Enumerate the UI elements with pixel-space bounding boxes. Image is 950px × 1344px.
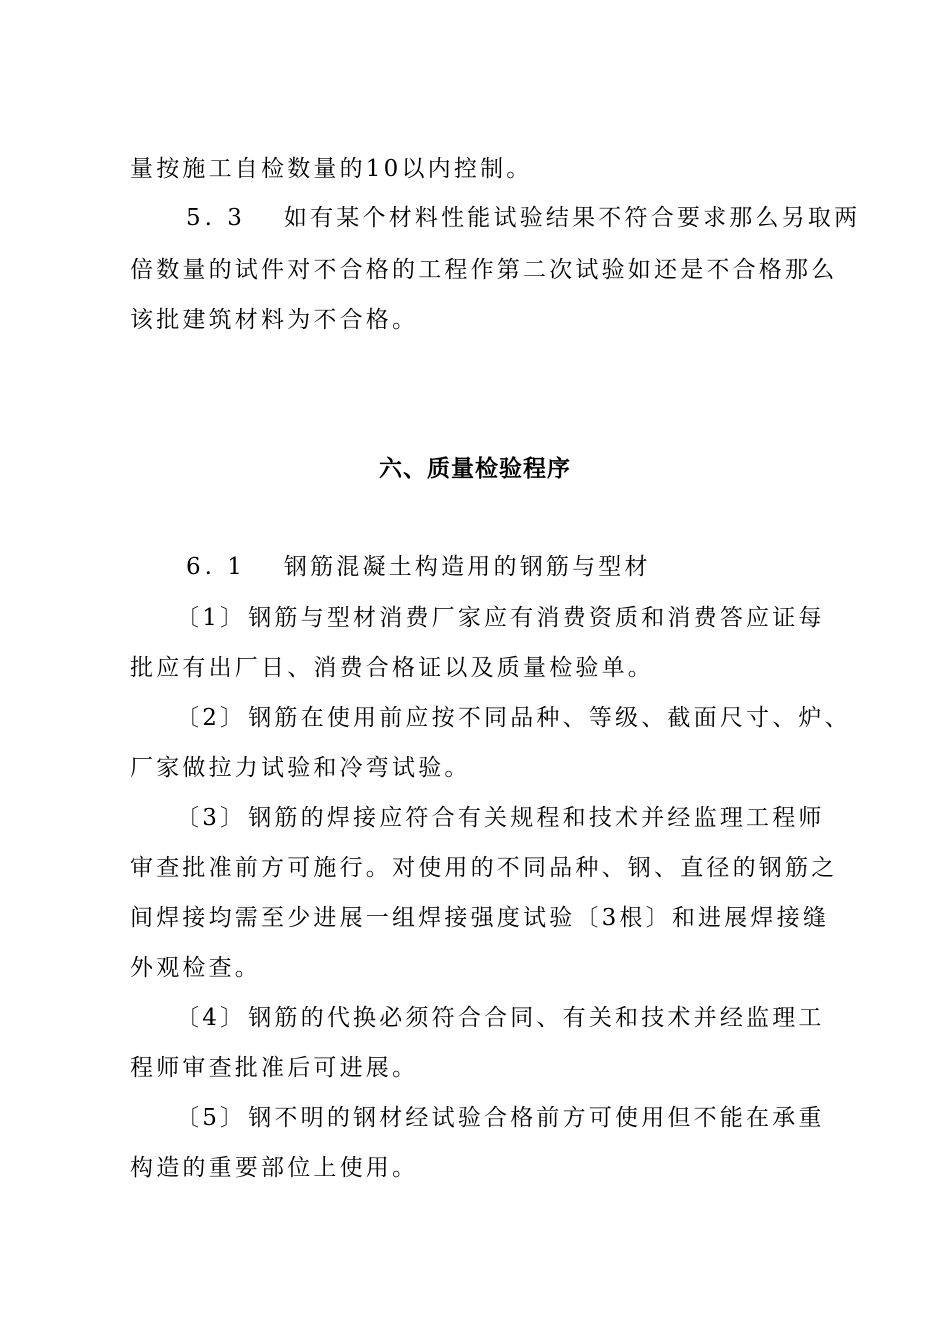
item-4-first-line — [176, 1003, 825, 1033]
item-label: 〔5〕 — [176, 1105, 247, 1131]
item-label: 〔4〕 — [176, 1005, 247, 1031]
item-text: 钢筋的焊接应符合有关规程和技术并经监理工程师 — [248, 805, 825, 831]
item-text: 钢不明的钢材经试验合格前方可使用但不能在承重 — [248, 1105, 825, 1131]
clause-5-3-first-line — [186, 203, 860, 233]
clause-number: 5. 3 — [186, 205, 246, 231]
item-label: 〔1〕 — [176, 605, 247, 631]
section-heading: 六、质量检验程序 — [379, 456, 571, 482]
item-2-line-2: 厂家做拉力试验和冷弯试验。 — [130, 755, 471, 781]
clause-number: 6. 1 — [186, 554, 246, 580]
item-3-first-line — [176, 803, 825, 833]
item-label: 〔2〕 — [176, 705, 247, 731]
item-label: 〔3〕 — [176, 805, 247, 831]
item-5-first-line — [176, 1103, 825, 1133]
clause-6-1-title-line — [186, 552, 651, 582]
clause-text: 如有某个材料性能试验结果不符合要求那么另取两 — [283, 205, 861, 231]
item-3-line-2: 审查批准前方可施行。对使用的不同品种、钢、直径的钢筋之 — [130, 855, 838, 881]
item-3-line-4: 外观检查。 — [130, 955, 261, 981]
item-1-first-line — [176, 603, 825, 633]
item-text: 钢筋的代换必须符合合同、有关和技术并经监理工 — [248, 1005, 825, 1031]
item-4-line-2: 程师审查批准后可进展。 — [130, 1055, 419, 1081]
clause-5-3-line-3: 该批建筑材料为不合格。 — [130, 307, 419, 333]
item-1-line-2: 批应有出厂日、消费合格证以及质量检验单。 — [130, 655, 654, 681]
paragraph-continuation: 量按施工自检数量的10以内控制。 — [130, 156, 533, 182]
item-2-first-line — [176, 703, 851, 733]
clause-5-3-line-2: 倍数量的试件对不合格的工程作第二次试验如还是不合格那么 — [130, 257, 838, 283]
clause-title: 钢筋混凝土构造用的钢筋与型材 — [283, 554, 651, 580]
item-text: 钢筋在使用前应按不同品种、等级、截面尺寸、炉、 — [248, 705, 851, 731]
item-text: 钢筋与型材消费厂家应有消费资质和消费答应证每 — [248, 605, 825, 631]
item-5-line-2: 构造的重要部位上使用。 — [130, 1155, 419, 1181]
item-3-line-3: 间焊接均需至少进展一组焊接强度试验〔3根〕和进展焊接缝 — [130, 905, 830, 931]
